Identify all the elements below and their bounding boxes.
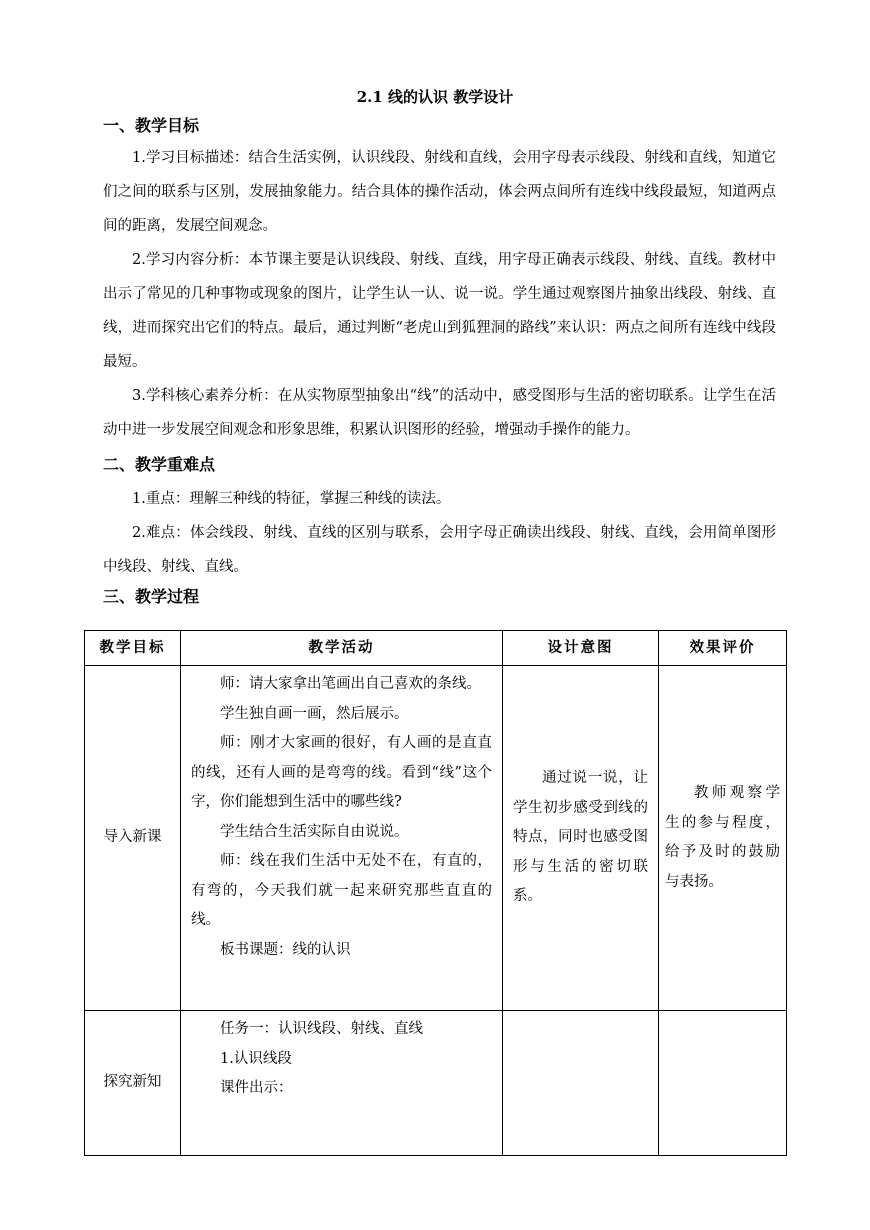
activity-line: 课件出示： <box>220 1080 293 1096</box>
row-activities <box>181 666 503 1011</box>
activity-line: 师：线在我们生活中无处不在，有直的，有弯的，今天我们就一起来研究那些直直的线。 <box>191 853 492 928</box>
header-evaluation: 效果评价 <box>659 631 787 666</box>
row-intent <box>503 1011 659 1156</box>
activity-line: 师：请大家拿出笔画出自己喜欢的条线。 <box>220 676 481 692</box>
goals-paragraph-3: 3.学科核心素养分析：在从实物原型抽象出“线”的活动中，感受图形与生活的密切联系。让学生在活动中进一步发展空间观念和形象思维，积累认识图形的经验，增强动手操作的能力。 <box>103 388 776 438</box>
row-goal: 导入新课 <box>85 666 181 1011</box>
row-activities <box>181 1011 503 1156</box>
document-title: 2.1 线的认识 教学设计 <box>356 88 514 106</box>
activity-line: 学生结合生活实际自由说说。 <box>220 823 409 840</box>
intent-text: 通过说一说，让学生初步感受到线的特点，同时也感受图形与生活的密切联系。 <box>513 770 648 905</box>
table-row <box>85 666 787 1011</box>
row-evaluation <box>659 1011 787 1156</box>
section-heading-goals: 一、教学目标 <box>103 116 200 135</box>
table-row <box>85 1011 787 1156</box>
row-goal: 探究新知 <box>85 1011 181 1156</box>
activity-line: 学生独自画一画，然后展示。 <box>220 705 409 722</box>
header-goal: 教学目标 <box>85 631 181 666</box>
activity-line: 1.认识线段 <box>220 1050 292 1067</box>
key-point-paragraph: 1.重点：理解三种线的特征，掌握三种线的读法。 <box>132 491 451 507</box>
header-activity: 教学活动 <box>181 631 503 666</box>
row-intent <box>503 666 659 1011</box>
difficulty-paragraph: 2.难点：体会线段、射线、直线的区别与联系，会用字母正确读出线段、射线、直线，会用简单图形中线段、射线、直线。 <box>103 525 776 575</box>
section-heading-key-points: 二、教学重难点 <box>103 455 216 474</box>
row-evaluation <box>659 666 787 1011</box>
header-intent: 设计意图 <box>503 631 659 666</box>
activity-line: 板书课题：线的认识 <box>220 941 351 958</box>
goals-paragraph-2: 2.学习内容分析：本节课主要是认识线段、射线、直线，用字母正确表示线段、射线、直线。教材中出示了常见的几种事物或现象的图片，让学生认一认、说一说。学生通过观察图片抽象出线段、射线、直线，进而探究出它们的特点。最后，通过判断“老虎山到狐狸洞的路线”来认识：两点之间所有连线中线段最短。 <box>103 252 776 370</box>
section-heading-process: 三、教学过程 <box>103 587 200 606</box>
teaching-process-table <box>84 630 787 1156</box>
activity-line: 师：刚才大家画的很好，有人画的是直直的线，还有人画的是弯弯的线。看到“线”这个字，你们能想到生活中的哪些线? <box>191 735 492 810</box>
activity-line: 任务一：认识线段、射线、直线 <box>220 1021 423 1037</box>
table-header-row <box>85 631 787 666</box>
goals-paragraph-1: 1.学习目标描述：结合生活实例，认识线段、射线和直线，会用字母表示线段、射线和直线，知道它们之间的联系与区别，发展抽象能力。结合具体的操作活动，体会两点间所有连线中线段最短，知道两点间的距离，发展空间观念。 <box>103 150 776 234</box>
evaluation-text: 教师观察学生的参与程度，给予及时的鼓励与表扬。 <box>665 785 780 890</box>
